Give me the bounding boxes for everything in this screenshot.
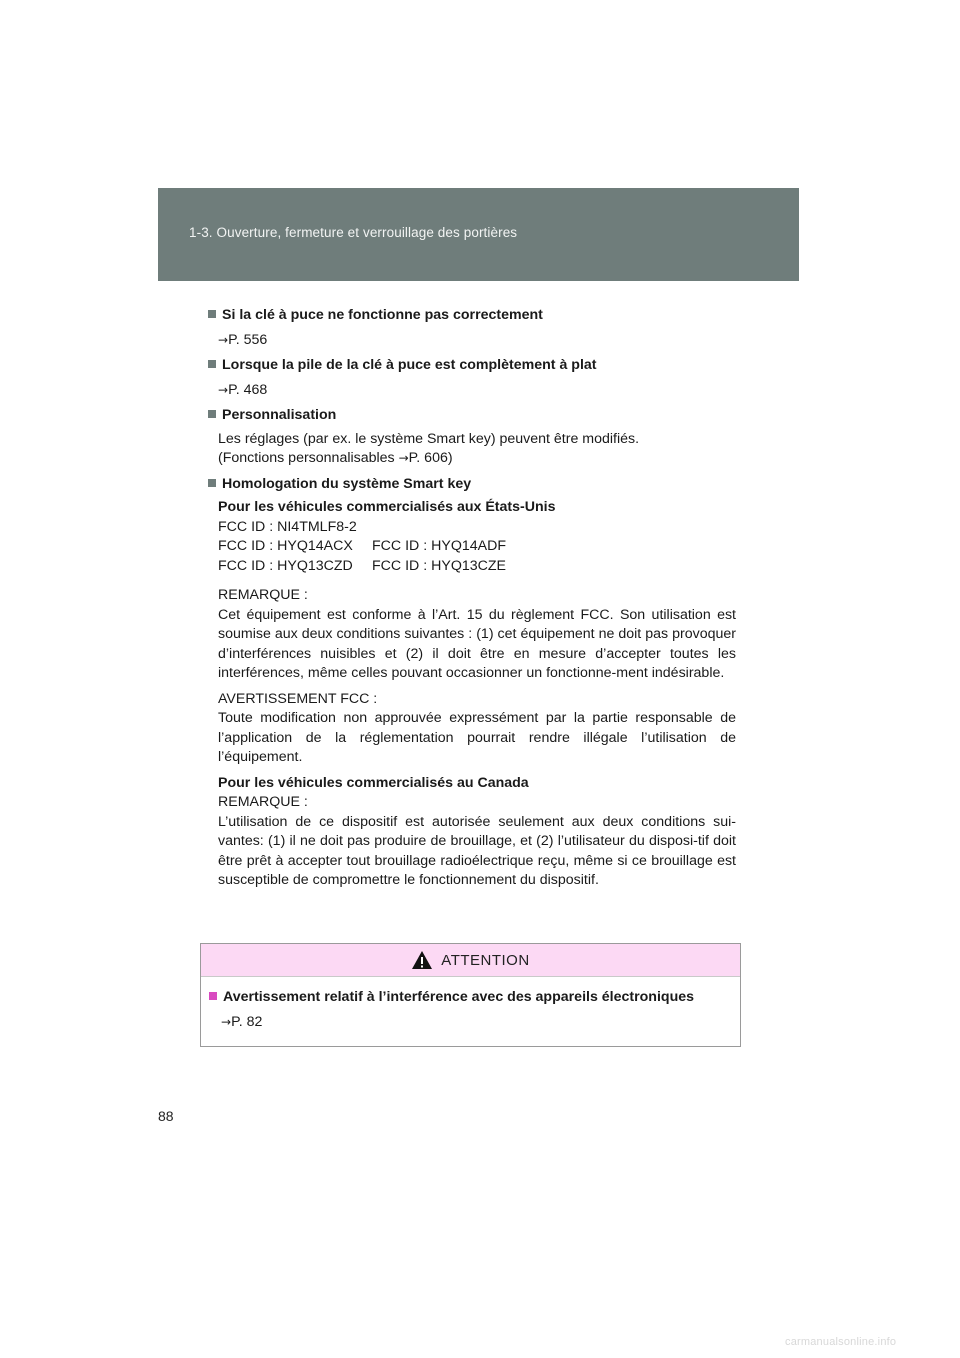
item-heading: Personnalisation — [222, 407, 337, 423]
list-item — [203, 406, 736, 469]
body-text: Les réglages (par ex. le système Smart key) peuvent être modifiés. — [218, 430, 640, 447]
remark-text: Cet équipement est conforme à l’Art. 15 du règlement FCC. Son utilisation est soumise aux deux conditions suivantes : (1) cet équipement ne doit pas provoquer d’interférences nuisibles et (2) il doit être en mesure d’accepter toutes les interférences, même celles pouvant occasionner un fonctionne-ment indésirable. — [218, 606, 736, 681]
item-heading: Homologation du système Smart key — [222, 475, 472, 492]
fcc-id: FCC ID : HYQ13CZD — [218, 557, 353, 574]
ca-title: Pour les véhicules commercialisés au Canada — [218, 774, 529, 791]
right-arrow-icon: → — [398, 451, 409, 465]
us-title: Pour les véhicules commercialisés aux États-Unis — [218, 499, 556, 515]
watermark: carmanualsonline.info — [785, 1336, 897, 1348]
fcc-id: FCC ID : HYQ14ACX — [218, 538, 353, 554]
page-number: 88 — [158, 1108, 174, 1124]
attention-box — [200, 943, 741, 1047]
page-reference: →P. 556 — [218, 331, 268, 348]
warning-triangle-icon — [411, 950, 433, 970]
item-heading: Lorsque la pile de la clé à puce est complètement à plat — [222, 357, 597, 373]
list-item — [203, 356, 736, 400]
square-bullet-icon — [208, 410, 216, 418]
attention-header — [201, 944, 740, 977]
list-item — [203, 475, 736, 891]
fcc-id: FCC ID : NI4TMLF8-2 — [218, 518, 357, 535]
section-title: 1-3. Ouverture, fermeture et verrouillage des portières — [189, 225, 518, 240]
warning-label: AVERTISSEMENT FCC : — [218, 690, 378, 707]
item-heading: Si la clé à puce ne fonctionne pas correctement — [222, 307, 543, 323]
list-item — [203, 306, 736, 350]
remark-text: L’utilisation de ce dispositif est autorisée seulement aux deux conditions sui-vantes: (1) il ne doit pas produire de brouillage, et (2) l’utilisateur du disposi-tif doit être prêt à accepter tout brouillage radioélectrique reçu, même si ce brouillage est susceptible de compromettre le fonctionnement du dispositif. — [218, 813, 736, 888]
attention-title: ATTENTION — [441, 951, 530, 969]
fcc-id: FCC ID : HYQ13CZE — [372, 557, 507, 574]
page-content — [203, 306, 736, 897]
section-header-bar — [158, 188, 799, 281]
square-bullet-icon — [208, 310, 216, 318]
remark-label: REMARQUE : — [218, 587, 308, 603]
page-reference: →P. 82 — [221, 1013, 263, 1030]
square-bullet-icon — [208, 479, 216, 487]
item-heading: Avertissement relatif à l’interférence avec des appareils électroniques — [223, 989, 695, 1005]
square-bullet-icon — [209, 992, 217, 1000]
right-arrow-icon: → — [221, 1014, 232, 1029]
remark-label: REMARQUE : — [218, 794, 308, 810]
right-arrow-icon: → — [218, 382, 229, 397]
page-reference: →P. 468 — [218, 381, 268, 398]
warning-text: Toute modification non approuvée expressément par la partie responsable de l’application de la réglementation pourrait rendre illégale l’utilisation de l’équipement. — [218, 710, 736, 765]
fcc-id: FCC ID : HYQ14ADF — [372, 538, 507, 554]
body-text: (Fonctions personnalisables →P. 606) — [218, 450, 453, 466]
right-arrow-icon: → — [218, 332, 229, 347]
square-bullet-icon — [208, 360, 216, 368]
